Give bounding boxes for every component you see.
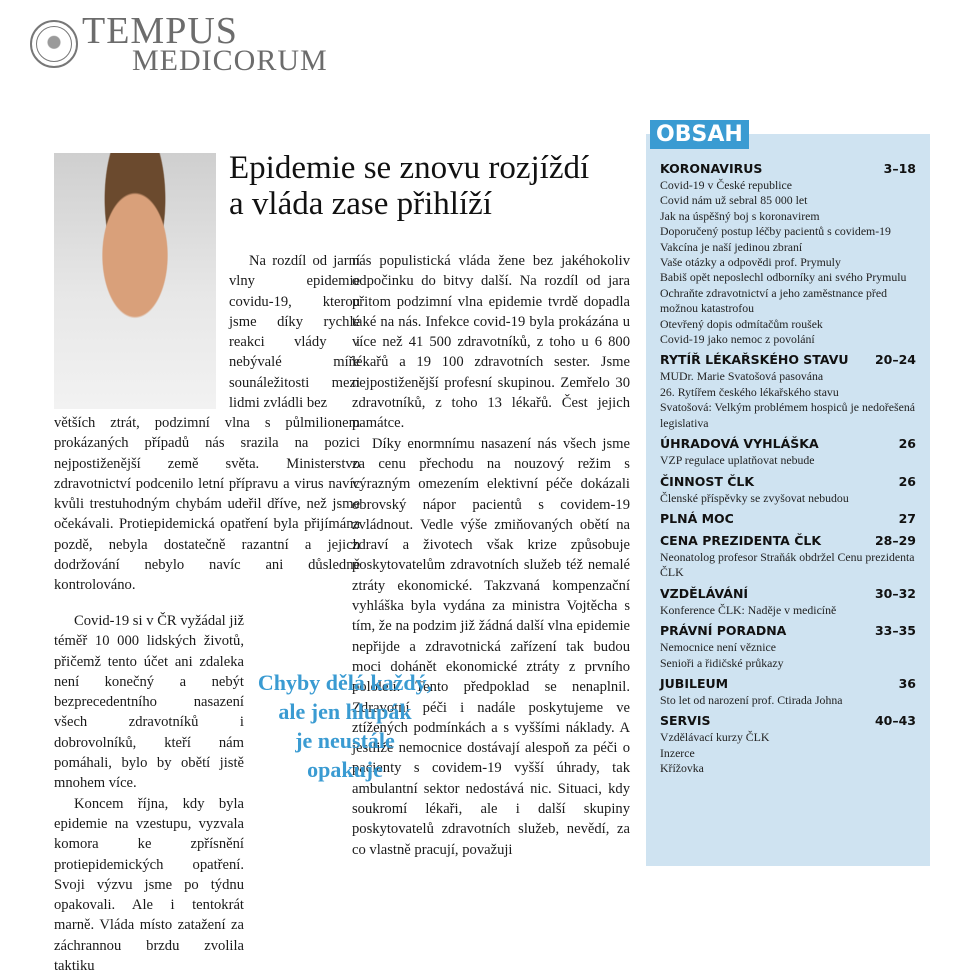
toc-section — [660, 160, 916, 347]
toc-section-pages: 3–18 — [883, 161, 916, 176]
toc-item[interactable]: Inzerce — [660, 745, 695, 760]
toc-item[interactable]: Neonatolog profesor Straňák obdržel Cenu prezidenta ČLK — [660, 549, 915, 580]
toc-item[interactable]: Vzdělávací kurzy ČLK — [660, 730, 770, 745]
toc-item[interactable]: Covid-19 v České republice — [660, 178, 793, 192]
toc-section-name: KORONAVIRUS — [660, 161, 763, 176]
logo-line2: MEDICORUM — [132, 44, 328, 77]
toc-item[interactable]: Vakcína je naší jedinou zbraní — [660, 239, 803, 254]
toc-section-heading[interactable] — [660, 712, 916, 730]
article-col1-top: Na rozdíl od jarní vlny epidemie covidu-19, kterou jsme díky rychlé reakci vlády i nebývalé míře sounáležitosti mezi lidmi zvládli bez — [229, 253, 360, 412]
toc-section-pages: 26 — [898, 473, 916, 489]
toc-section-heading[interactable] — [660, 532, 916, 550]
toc-section-heading[interactable] — [660, 160, 916, 178]
toc-item[interactable]: Svatošová: Velkým problémem hospiců je nedořešená legislativa — [660, 400, 915, 430]
toc-item[interactable]: Otevřený dopis odmítačům roušek — [660, 316, 823, 331]
toc-section — [660, 585, 916, 618]
toc-list — [660, 160, 916, 781]
logo — [30, 12, 328, 76]
toc-section-pages: 26 — [898, 436, 916, 452]
toc-section-pages: 28–29 — [874, 532, 916, 548]
toc-item[interactable]: Ochraňte zdravotnictví a jeho zaměstnance před možnou katastrofou — [660, 285, 887, 316]
toc-section-name: JUBILEUM — [660, 675, 729, 691]
toc-item[interactable]: Babiš opět neposlechl odborníky ani svého Prymulu — [660, 270, 907, 285]
toc-section-pages: 20–24 — [874, 352, 916, 368]
toc-item[interactable]: Vaše otázky a odpovědi prof. Prymuly — [660, 255, 841, 270]
toc-section — [660, 435, 916, 468]
toc-section-name: PLNÁ MOC — [660, 510, 734, 526]
toc-section-name: CENA PREZIDENTA ČLK — [660, 532, 822, 548]
toc-section-pages: 30–32 — [874, 585, 916, 601]
article-col1-bottom: Covid-19 si v ČR vyžádal již téměř 10 000 lidských životů, přičemž tento účet ani zdaleka není konečný a nebýt bezprecedentního nasazení všech zdravotníků i dobrovolníků, kteří nám pomáhali, bylo by obětí jistě mnohem více. Koncem října, kdy byla epidemie na vzestupu, vyzvala komora ke zpřísnění protiepidemických opatření. Svoji výzvu jsme po týdnu opakovali. Ale i tentokrát marně. Vláda místo zatažení za záchrannou brzdu zvolila taktiku — [54, 613, 244, 975]
toc-section-pages: 33–35 — [874, 623, 916, 639]
toc-section — [660, 532, 916, 581]
toc-item[interactable]: Covid-19 jako nemoc z povolání — [660, 332, 815, 347]
toc-section — [660, 675, 916, 708]
toc-section-heading[interactable] — [660, 622, 916, 640]
toc-section-pages: 27 — [898, 510, 916, 526]
toc-section-heading[interactable] — [660, 473, 916, 491]
toc-item[interactable]: Sto let od narození prof. Ctirada Johna — [660, 692, 843, 707]
toc-item[interactable]: Konference ČLK: Naděje v medicíně — [660, 602, 837, 617]
toc-item[interactable]: Jak na úspěšný boj s koronavirem — [660, 208, 820, 223]
toc-section-name: RYTÍŘ LÉKAŘSKÉHO STAVU — [660, 352, 849, 368]
toc-section-name: SERVIS — [660, 713, 711, 729]
toc-section-heading[interactable] — [660, 675, 916, 693]
toc-item[interactable]: Členské příspěvky se zvyšovat nebudou — [660, 490, 849, 505]
toc-item[interactable]: Covid nám už sebral 85 000 let — [660, 193, 808, 208]
toc-section-heading[interactable] — [660, 435, 916, 453]
toc-item[interactable]: Nemocnice není věznice — [660, 640, 776, 655]
article-col1-mid: větších ztrát, podzimní vlna s půlmilionem prokázaných případů nás srazila na pozici nejpostiženější země světa. Ministerstvo zdravotnictví podcenilo letní přípravu a virus navíc kvůli trestuhodným chybám udeřil dříve, než jsme očekávali. Protiepidemická opatření byla přijímána pozdě, nebyla dostatečně razantní a jejich dodržování nebylo navíc ani důsledně kontrolováno. — [54, 415, 360, 594]
pull-quote: Chyby dělá každý, ale jen hlupák je neustále opakuje — [257, 670, 433, 782]
toc-title: OBSAH — [650, 120, 749, 149]
toc-section-name: PRÁVNÍ PORADNA — [660, 623, 787, 639]
toc-section — [660, 622, 916, 671]
toc-item[interactable]: VZP regulace uplatňovat nebude — [660, 453, 815, 468]
toc-section — [660, 510, 916, 528]
toc-item[interactable]: Senioři a řidičské průkazy — [660, 655, 784, 670]
toc-item[interactable]: MUDr. Marie Svatošová pasována — [660, 369, 824, 384]
headline: Epidemie se znovu rozjíždí a vláda zase přihlíží — [229, 150, 590, 222]
toc-section-heading[interactable] — [660, 510, 916, 528]
article-col2: nás populistická vláda žene bez jakéhokoliv odpočinku do bitvy další. Na rozdíl od jara přitom podzimní vlna epidemie tvrdě dopadla také na nás. Infekce covid-19 byla prokázána u více než 41 500 zdravotníků, z toho u 6 800 lékařů a 19 100 zdravotních sester. Jsme nejpostiženější profesní skupinou. Zemřelo 30 zdravotníků, z toho 13 lékařů. Čest jejich památce. Díky enormnímu nasazení nás všech jsme za cenu přechodu na nouzový režim s výrazným omezením elektivní péče dokázali obrovský nápor pacientů s covidem-19 zvládnout. Vedle výše zmiňovaných obětí na zdraví a životech však krize způsobuje poskytovatelům zdravotních služeb též nemalé ztráty ekonomické. Takzvaná kompenzační vyhláška byla vydána za ministra Vojtěcha s tím, že na podzim již žádná další vlna epidemie nepřijde a zdravotnická zařízení tak budou moci dohánět ekonomické ztráty z prvního pololetí. Tento předpoklad se nenaplnil. Zdravotní péči i nadále poskytujeme ve ztížených podmínkách a s vyššími náklady. A jestliže nemocnice dostávají alespoň za péči o pacienty s covidem-19 vyšší úhrady, tak ambulantní sektor nedostává nic. Situaci, kdy soukromí lékaři, ale i další skupiny poskytovatelů zdravotních služeb, nevědí, za co vlastně pracují, považuji — [352, 253, 630, 858]
toc-section-heading[interactable] — [660, 351, 916, 369]
toc-section-heading[interactable] — [660, 585, 916, 603]
toc-section-name: VZDĚLÁVÁNÍ — [660, 585, 749, 601]
toc-section-pages: 40–43 — [874, 713, 916, 729]
toc-section — [660, 351, 916, 431]
toc-item[interactable]: Křížovka — [660, 761, 704, 776]
toc-section — [660, 712, 916, 776]
toc-section-name: ČINNOST ČLK — [660, 473, 755, 489]
seal-icon — [30, 20, 78, 68]
toc-item[interactable]: Doporučený postup léčby pacientů s covidem-19 — [660, 224, 891, 239]
toc-section — [660, 473, 916, 506]
author-photo — [54, 153, 216, 409]
toc-section-pages: 36 — [898, 675, 916, 691]
toc-item[interactable]: 26. Rytířem českého lékařského stavu — [660, 384, 839, 399]
toc-section-name: ÚHRADOVÁ VYHLÁŠKA — [660, 436, 819, 452]
logo-line1: TEMPUS — [82, 10, 238, 52]
